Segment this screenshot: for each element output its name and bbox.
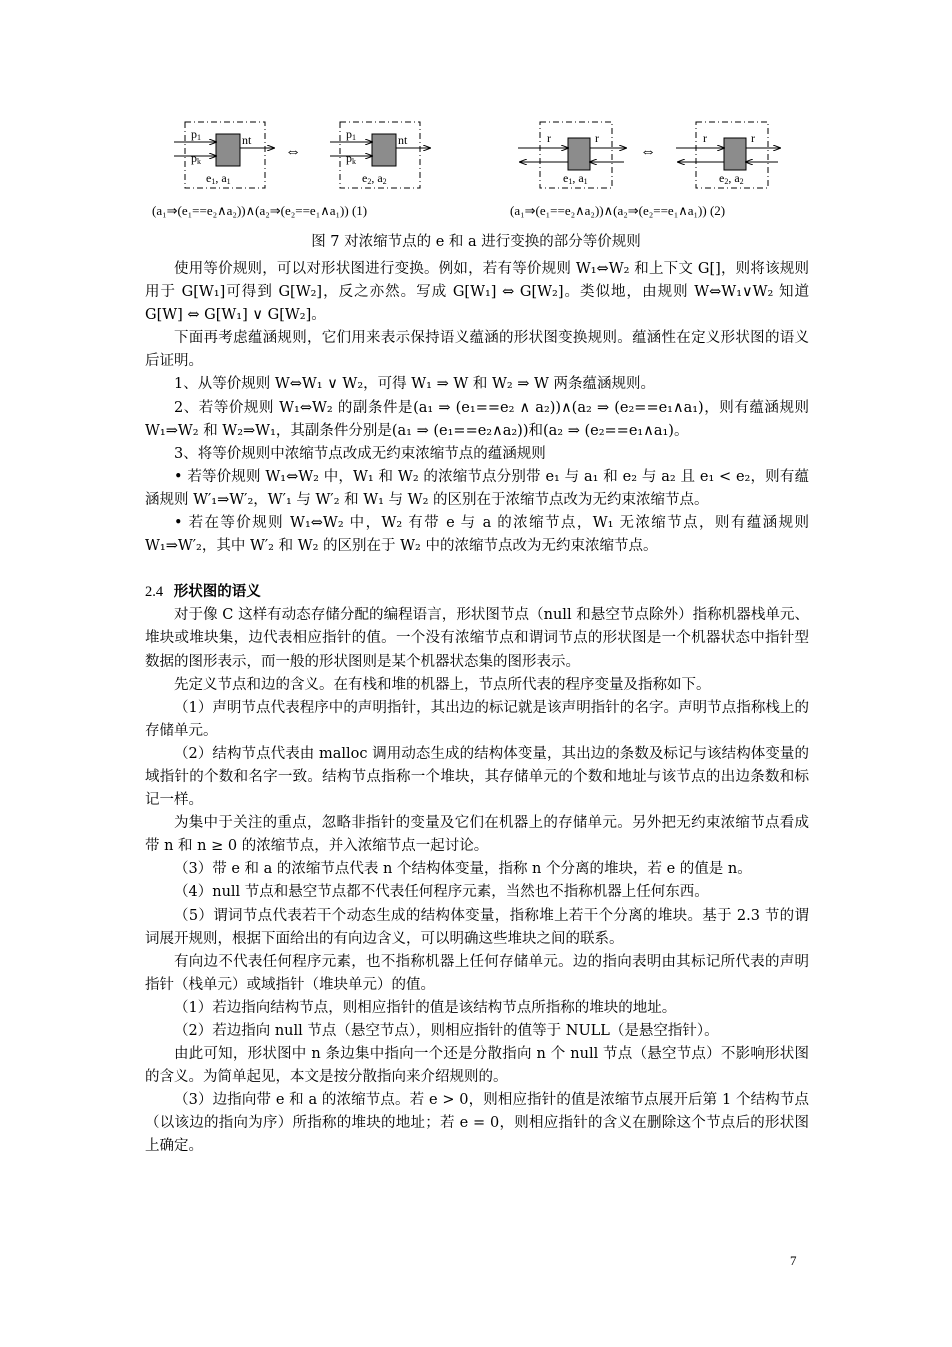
rule1-condition: (a₁⇒(e₁==e₂∧a₂))∧(a₂⇒(e₂==e₁∧a₁)) (1) — [152, 203, 368, 218]
rule1-left-edge-label: nt — [242, 133, 252, 147]
paragraph: 使用等价规则，可以对形状图进行变换。例如，若有等价规则 W₁⇔W₂ 和上下文 G[]，则将该规则用于 G[W₁]可得到 G[W₂]，反之亦然。写成 G[W₁] ⇔ G[W₂]。类似地，由规则 W⇔W₁∨W₂ 知道 G[W] ⇔ G[W₁] ∨ G[W₂]。 — [145, 261, 809, 324]
rule2-right-in-edge-label: r — [703, 131, 707, 145]
paragraph: 2、若等价规则 W₁⇔W₂ 的副条件是(a₁ ⇒ (e₁==e₂ ∧ a₂))∧(a₂ ⇒ (e₂==e₁∧a₁)，则有蕴涵规则 W₁⇒W₂ 和 W₂⇒W₁，其副条件分别是(a₁ ⇒ (e₁==e₂∧a₂))和(a₂ ⇒ (e₂==e₁∧a₁)。 — [145, 399, 809, 439]
rule2-left-out-edge-label: r — [595, 131, 599, 145]
rule2-right-node-label: e2, a2 — [719, 171, 744, 186]
rule2-left-subgraph — [518, 122, 626, 188]
rule2-condition: (a₁⇒(e₁==e₂∧a₂))∧(a₂⇒(e₂==e₁∧a₁)) (2) — [510, 203, 726, 218]
rule1-right-node-label: e2, a2 — [362, 171, 387, 186]
figure-7-diagram — [140, 112, 812, 222]
paragraph: （3）边指向带 e 和 a 的浓缩节点。若 e > 0，则相应指针的值是浓缩节点展开后第 1 个结构节点（以该边的指向为序）所指称的堆块的地址；若 e = 0，则相应指针的含义在删除这个节点后的形状图上确定。 — [145, 1092, 809, 1155]
paragraph: 1、从等价规则 W⇔W₁ ∨ W₂，可得 W₁ ⇒ W 和 W₂ ⇒ W 两条蕴涵规则。 — [174, 376, 656, 393]
section-number: 2.4 — [145, 584, 164, 601]
rule1-equiv-symbol: ⇔ — [285, 143, 301, 160]
section-heading — [145, 581, 809, 604]
rule2-right-out-edge-label: r — [751, 131, 755, 145]
body-text — [145, 258, 809, 1159]
rule1-right-p1: p1 — [346, 127, 356, 142]
rule1-right-subgraph — [330, 122, 430, 188]
bullet-paragraph: • 若在等价规则 W₁⇔W₂ 中，W₂ 有带 e 与 a 的浓缩节点，W₁ 无浓缩节点，则有蕴涵规则 W₁⇒W′₂，其中 W′₂ 和 W₂ 的区别在于 W₂ 中的浓缩节点改为无约束浓缩节点。 — [145, 515, 809, 555]
paragraph: 有向边不代表任何程序元素，也不指称机器上任何存储单元。边的指向表明由其标记所代表的声明指针（栈单元）或域指针（堆块单元）的值。 — [145, 953, 809, 993]
bullet-paragraph: • 若等价规则 W₁⇔W₂ 中，W₁ 和 W₂ 的浓缩节点分别带 e₁ 与 a₁ 和 e₂ 与 a₂ 且 e₁ < e₂，则有蕴涵规则 W′₁⇒W′₂，W′₁ 与 W′₂ 和 W₁ 与 W₂ 的区别在于浓缩节点改为无约束浓缩节点。 — [145, 468, 809, 508]
paragraph: 为集中于关注的重点，忽略非指针的变量及它们在机器上的存储单元。另外把无约束浓缩节点看成带 n 和 n ≥ 0 的浓缩节点，并入浓缩节点一起讨论。 — [145, 815, 809, 855]
paragraph: 3、将等价规则中浓缩节点改成无约束浓缩节点的蕴涵规则 — [174, 445, 546, 462]
rule1-left-pk: pk — [191, 151, 201, 166]
section-title: 形状图的语义 — [173, 584, 261, 601]
rule2-right-subgraph — [676, 122, 780, 188]
rule1-right-pk: pk — [346, 151, 356, 166]
paragraph: （2）若边指向 null 节点（悬空节点），则相应指针的值等于 NULL（是悬空指针）。 — [174, 1023, 719, 1039]
rule2-left-in-edge-label: r — [547, 131, 551, 145]
paragraph: （2）结构节点代表由 malloc 调用动态生成的结构体变量，其出边的条数及标记与该结构体变量的域指针的个数和名字一致。结构节点指称一个堆块，其存储单元的个数和地址与该节点的出边条数和标记一样。 — [145, 745, 809, 809]
figure-7 — [140, 112, 812, 222]
paragraph: （5）谓词节点代表若干个动态生成的结构体变量，指称堆上若干个分离的堆块。基于 2.3 节的谓词展开规则，根据下面给出的有向边含义，可以明确这些堆块之间的联系。 — [145, 907, 809, 947]
rule2-equiv-symbol: ⇔ — [640, 143, 656, 160]
paragraph: 下面再考虑蕴涵规则，它们用来表示保持语义蕴涵的形状图变换规则。蕴涵性在定义形状图的语义后证明。 — [145, 330, 809, 370]
rule1-right-edge-label: nt — [398, 133, 408, 147]
paragraph: （1）声明节点代表程序中的声明指针，其出边的标记就是该声明指针的名字。声明节点指称栈上的存储单元。 — [145, 699, 809, 739]
rule1-left-p1: p1 — [191, 127, 201, 142]
rule1-left-node-label: e1, a1 — [206, 171, 231, 186]
figure-caption: 图 7 对浓缩节点的 e 和 a 进行变换的部分等价规则 — [311, 234, 641, 250]
rule2-left-node-label: e1, a1 — [563, 171, 588, 186]
paragraph: （3）带 e 和 a 的浓缩节点代表 n 个结构体变量，指称 n 个分离的堆块，若 e 的值是 n。 — [174, 861, 752, 878]
page-number: 7 — [790, 1253, 797, 1268]
paragraph: 对于像 C 这样有动态存储分配的编程语言，形状图节点（null 和悬空节点除外）指称机器栈单元、堆块或堆块集，边代表相应指针的值。一个没有浓缩节点和谓词节点的形状图是一个机器状态中指针型数据的图形表示，而一般的形状图则是某个机器状态集的图形表示。 — [145, 607, 809, 670]
paragraph: 由此可知，形状图中 n 条边集中指向一个还是分散指向 n 个 null 节点（悬空节点）不影响形状图的含义。为简单起见，本文是按分散指向来介绍规则的。 — [145, 1046, 809, 1086]
paragraph: 先定义节点和边的含义。在有栈和堆的机器上，节点所代表的程序变量及指称如下。 — [174, 676, 711, 693]
rule1-left-subgraph — [174, 122, 274, 188]
paragraph: （1）若边指向结构节点，则相应指针的值是该结构节点所指称的堆块的地址。 — [174, 999, 677, 1016]
paragraph: （4）null 节点和悬空节点都不代表任何程序元素，当然也不指称机器上任何东西。 — [174, 884, 709, 901]
